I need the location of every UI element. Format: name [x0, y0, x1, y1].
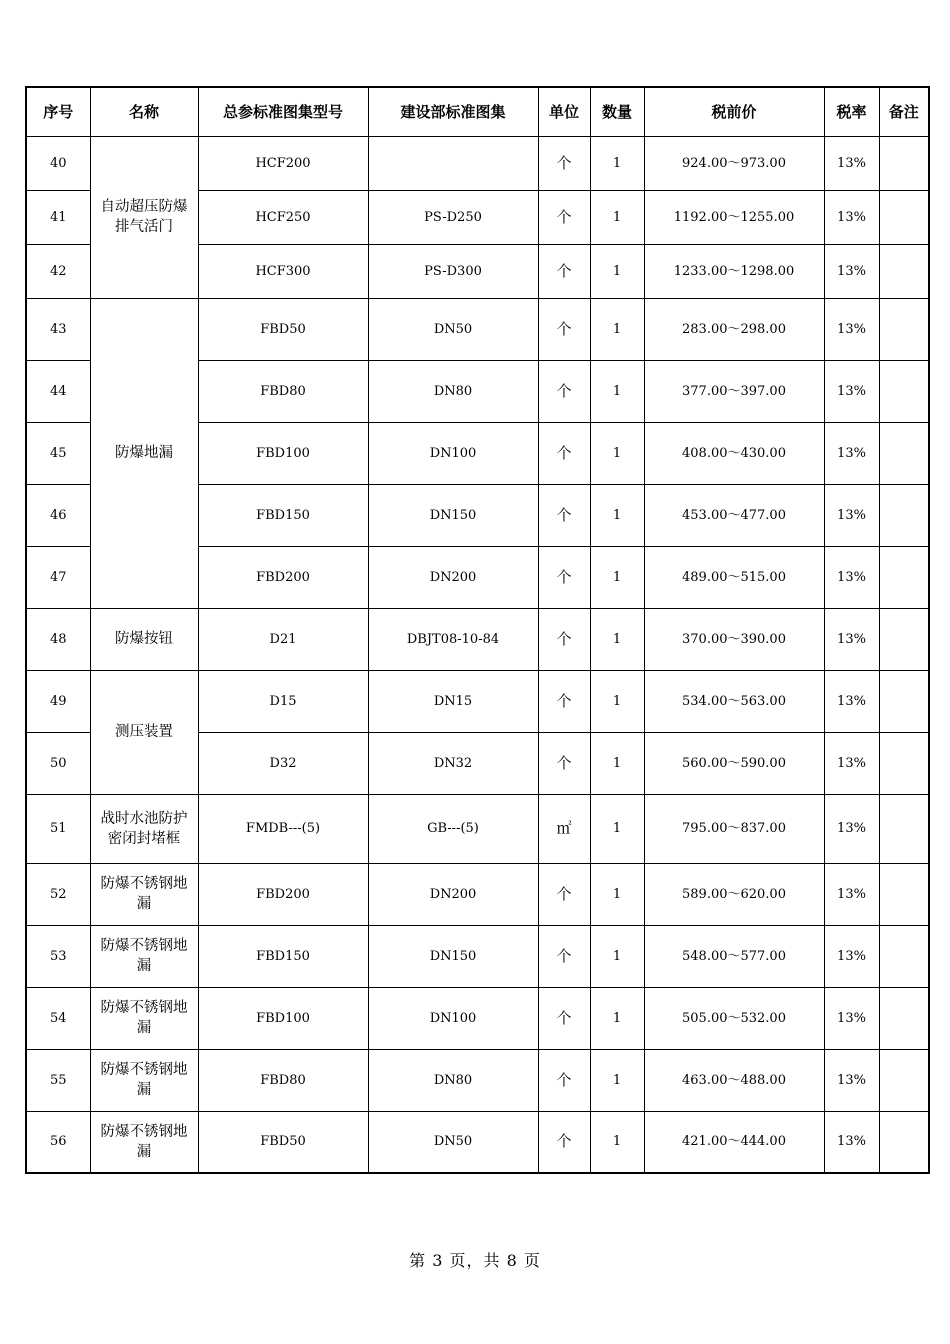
cell-no: 46 [26, 484, 90, 546]
header-no: 序号 [26, 87, 90, 136]
cell-no: 53 [26, 925, 90, 987]
table-row [26, 136, 929, 190]
cell-model: HCF200 [198, 136, 368, 190]
cell-tax: 13% [824, 136, 879, 190]
cell-no: 41 [26, 190, 90, 244]
cell-no: 50 [26, 732, 90, 794]
cell-no: 55 [26, 1049, 90, 1111]
cell-price: 370.00～390.00 [644, 608, 824, 670]
cell-model: FBD100 [198, 422, 368, 484]
cell-tax: 13% [824, 987, 879, 1049]
cell-model: FBD80 [198, 360, 368, 422]
header-note: 备注 [879, 87, 929, 136]
cell-standard: DN200 [368, 546, 538, 608]
cell-qty: 1 [590, 244, 644, 298]
cell-price: 589.00～620.00 [644, 863, 824, 925]
header-row [26, 87, 929, 136]
price-table [25, 86, 930, 1174]
cell-tax: 13% [824, 484, 879, 546]
cell-standard: DN80 [368, 360, 538, 422]
cell-standard: DN200 [368, 863, 538, 925]
cell-qty: 1 [590, 422, 644, 484]
cell-price: 560.00～590.00 [644, 732, 824, 794]
cell-standard: DN80 [368, 1049, 538, 1111]
cell-note [879, 608, 929, 670]
cell-qty: 1 [590, 670, 644, 732]
cell-no: 45 [26, 422, 90, 484]
cell-model: D32 [198, 732, 368, 794]
cell-tax: 13% [824, 1111, 879, 1173]
cell-note [879, 987, 929, 1049]
table-row [26, 987, 929, 1049]
cell-price: 453.00～477.00 [644, 484, 824, 546]
cell-tax: 13% [824, 608, 879, 670]
table-row [26, 1111, 929, 1173]
cell-unit: 个 [538, 608, 590, 670]
cell-name: 自动超压防爆排气活门 [90, 136, 198, 298]
cell-no: 51 [26, 794, 90, 863]
cell-price: 795.00～837.00 [644, 794, 824, 863]
cell-note [879, 1049, 929, 1111]
cell-unit: ㎡ [538, 794, 590, 863]
cell-standard: DN32 [368, 732, 538, 794]
cell-price: 408.00～430.00 [644, 422, 824, 484]
cell-standard: DN150 [368, 484, 538, 546]
cell-standard: DN150 [368, 925, 538, 987]
cell-note [879, 670, 929, 732]
cell-name: 防爆不锈钢地漏 [90, 1111, 198, 1173]
cell-tax: 13% [824, 244, 879, 298]
cell-standard: DN15 [368, 670, 538, 732]
cell-standard: DBJT08-10-84 [368, 608, 538, 670]
cell-unit: 个 [538, 190, 590, 244]
cell-name: 防爆不锈钢地漏 [90, 987, 198, 1049]
cell-standard: DN50 [368, 1111, 538, 1173]
cell-no: 48 [26, 608, 90, 670]
table-row [26, 863, 929, 925]
cell-no: 44 [26, 360, 90, 422]
cell-qty: 1 [590, 136, 644, 190]
header-unit: 单位 [538, 87, 590, 136]
cell-qty: 1 [590, 608, 644, 670]
cell-note [879, 794, 929, 863]
cell-no: 42 [26, 244, 90, 298]
cell-unit: 个 [538, 244, 590, 298]
cell-no: 47 [26, 546, 90, 608]
cell-note [879, 1111, 929, 1173]
table-row [26, 608, 929, 670]
cell-no: 56 [26, 1111, 90, 1173]
cell-standard: GB---(5) [368, 794, 538, 863]
cell-name: 战时水池防护密闭封堵框 [90, 794, 198, 863]
cell-no: 43 [26, 298, 90, 360]
cell-unit: 个 [538, 1049, 590, 1111]
cell-note [879, 360, 929, 422]
table-row [26, 298, 929, 360]
cell-standard: PS-D250 [368, 190, 538, 244]
cell-name: 防爆地漏 [90, 298, 198, 608]
cell-qty: 1 [590, 298, 644, 360]
table-row [26, 670, 929, 732]
cell-price: 924.00～973.00 [644, 136, 824, 190]
cell-standard: DN100 [368, 987, 538, 1049]
cell-standard: DN50 [368, 298, 538, 360]
cell-price: 463.00～488.00 [644, 1049, 824, 1111]
cell-tax: 13% [824, 794, 879, 863]
header-name: 名称 [90, 87, 198, 136]
cell-tax: 13% [824, 360, 879, 422]
cell-name: 防爆不锈钢地漏 [90, 863, 198, 925]
cell-model: HCF300 [198, 244, 368, 298]
cell-note [879, 484, 929, 546]
table-row [26, 1049, 929, 1111]
cell-tax: 13% [824, 298, 879, 360]
cell-name: 防爆不锈钢地漏 [90, 925, 198, 987]
cell-unit: 个 [538, 987, 590, 1049]
cell-tax: 13% [824, 1049, 879, 1111]
cell-price: 548.00～577.00 [644, 925, 824, 987]
cell-price: 505.00～532.00 [644, 987, 824, 1049]
cell-standard [368, 136, 538, 190]
cell-unit: 个 [538, 422, 590, 484]
cell-price: 1192.00～1255.00 [644, 190, 824, 244]
cell-qty: 1 [590, 360, 644, 422]
header-standard: 建设部标准图集 [368, 87, 538, 136]
cell-tax: 13% [824, 732, 879, 794]
cell-qty: 1 [590, 190, 644, 244]
cell-qty: 1 [590, 484, 644, 546]
cell-qty: 1 [590, 1111, 644, 1173]
cell-model: HCF250 [198, 190, 368, 244]
cell-qty: 1 [590, 732, 644, 794]
cell-tax: 13% [824, 670, 879, 732]
cell-tax: 13% [824, 422, 879, 484]
table-body [26, 136, 929, 1173]
cell-unit: 个 [538, 546, 590, 608]
header-price: 税前价 [644, 87, 824, 136]
cell-tax: 13% [824, 546, 879, 608]
cell-note [879, 244, 929, 298]
cell-model: D15 [198, 670, 368, 732]
cell-qty: 1 [590, 1049, 644, 1111]
cell-qty: 1 [590, 863, 644, 925]
cell-tax: 13% [824, 925, 879, 987]
cell-note [879, 925, 929, 987]
cell-note [879, 422, 929, 484]
cell-standard: PS-D300 [368, 244, 538, 298]
cell-unit: 个 [538, 732, 590, 794]
cell-unit: 个 [538, 484, 590, 546]
cell-price: 283.00～298.00 [644, 298, 824, 360]
cell-qty: 1 [590, 546, 644, 608]
cell-unit: 个 [538, 670, 590, 732]
cell-qty: 1 [590, 987, 644, 1049]
table-row [26, 925, 929, 987]
cell-price: 489.00～515.00 [644, 546, 824, 608]
cell-model: FMDB---(5) [198, 794, 368, 863]
cell-price: 534.00～563.00 [644, 670, 824, 732]
cell-name: 防爆不锈钢地漏 [90, 1049, 198, 1111]
cell-model: FBD200 [198, 546, 368, 608]
cell-no: 54 [26, 987, 90, 1049]
cell-unit: 个 [538, 360, 590, 422]
cell-model: FBD50 [198, 298, 368, 360]
cell-note [879, 190, 929, 244]
page-footer: 第 3 页，共 8 页 [409, 1251, 541, 1270]
cell-name: 测压装置 [90, 670, 198, 794]
cell-no: 49 [26, 670, 90, 732]
header-model: 总参标准图集型号 [198, 87, 368, 136]
cell-unit: 个 [538, 298, 590, 360]
cell-tax: 13% [824, 190, 879, 244]
cell-qty: 1 [590, 794, 644, 863]
cell-no: 40 [26, 136, 90, 190]
cell-no: 52 [26, 863, 90, 925]
cell-standard: DN100 [368, 422, 538, 484]
cell-unit: 个 [538, 925, 590, 987]
cell-unit: 个 [538, 863, 590, 925]
cell-note [879, 546, 929, 608]
cell-model: FBD50 [198, 1111, 368, 1173]
header-tax: 税率 [824, 87, 879, 136]
cell-note [879, 732, 929, 794]
cell-model: FBD150 [198, 925, 368, 987]
cell-model: FBD200 [198, 863, 368, 925]
cell-unit: 个 [538, 136, 590, 190]
cell-note [879, 863, 929, 925]
cell-qty: 1 [590, 925, 644, 987]
header-qty: 数量 [590, 87, 644, 136]
cell-tax: 13% [824, 863, 879, 925]
cell-price: 421.00～444.00 [644, 1111, 824, 1173]
cell-price: 1233.00～1298.00 [644, 244, 824, 298]
cell-name: 防爆按钮 [90, 608, 198, 670]
cell-price: 377.00～397.00 [644, 360, 824, 422]
cell-model: D21 [198, 608, 368, 670]
cell-model: FBD150 [198, 484, 368, 546]
cell-model: FBD80 [198, 1049, 368, 1111]
cell-note [879, 298, 929, 360]
table-row [26, 794, 929, 863]
cell-unit: 个 [538, 1111, 590, 1173]
cell-model: FBD100 [198, 987, 368, 1049]
cell-note [879, 136, 929, 190]
